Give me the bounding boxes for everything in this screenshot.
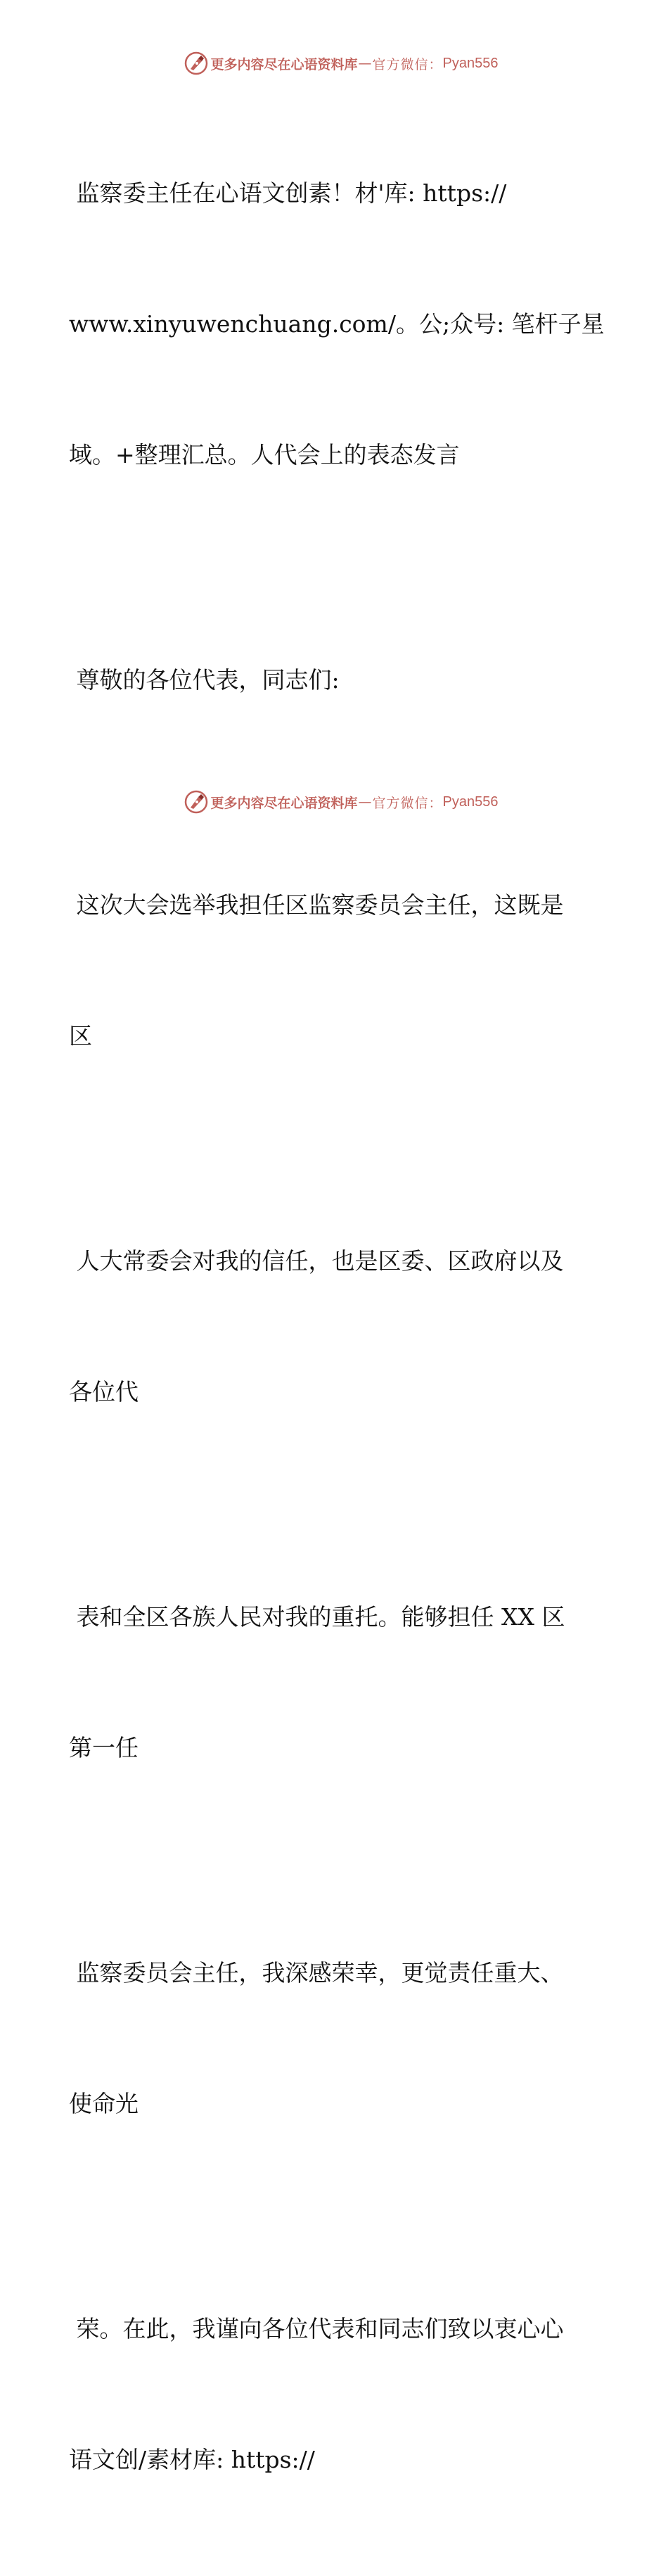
paragraph-5 (69, 1508, 589, 1857)
text-line: 各位代 (69, 1378, 139, 1405)
banner-wechat-id: Pyan556 (442, 55, 499, 71)
text-line: www.xinyuwenchuang.com/。公;众号: 笔杆子星 (69, 310, 605, 338)
text-line: 区 (69, 1022, 92, 1050)
banner-dash: — (358, 794, 372, 810)
text-line: 使命光 (69, 2090, 139, 2117)
text-line: 人大常委会对我的信任，也是区委、区政府以及 (69, 1247, 564, 1275)
paragraph-2 (69, 571, 589, 789)
pen-nib-logo-icon (184, 790, 208, 814)
paragraph-4 (69, 1152, 589, 1501)
text-line: 表和全区各族人民对我的重托。能够担任 XX 区 (69, 1603, 565, 1631)
banner-wechat-label: 官方微信： (372, 56, 443, 72)
header-banner (0, 49, 668, 77)
banner-dash: — (358, 56, 372, 71)
footer-banner (0, 788, 668, 816)
paragraph-7 (69, 2220, 589, 2569)
banner-wechat-id: Pyan556 (442, 793, 499, 810)
text-line: 域。+整理汇总。人代会上的表态发言 (69, 441, 460, 468)
banner-main-text: 更多内容尽在心语资料库 (210, 795, 358, 811)
text-line: 第一任 (69, 1734, 139, 1761)
text-line: 尊敬的各位代表，同志们: (69, 666, 340, 694)
pen-nib-logo-icon (184, 51, 208, 75)
banner-main-text: 更多内容尽在心语资料库 (210, 56, 358, 72)
text-line: 监察委主任在心语文创素！材'库: https:// (69, 179, 507, 207)
text-line: 荣。在此，我谨向各位代表和同志们致以衷心心 (69, 2315, 564, 2342)
paragraph-3 (69, 793, 589, 1145)
document-body (69, 84, 605, 2576)
text-line: 这次大会选举我担任区监察委员会主任，这既是 (69, 891, 564, 919)
banner-wechat-label: 官方微信： (372, 795, 443, 811)
text-line: 监察委员会主任，我深感荣幸，更觉责任重大、 (69, 1959, 564, 1987)
text-line: 语文创/素材库: https:// (69, 2446, 315, 2473)
paragraph-6 (69, 1864, 589, 2213)
paragraph-1 (69, 84, 605, 564)
